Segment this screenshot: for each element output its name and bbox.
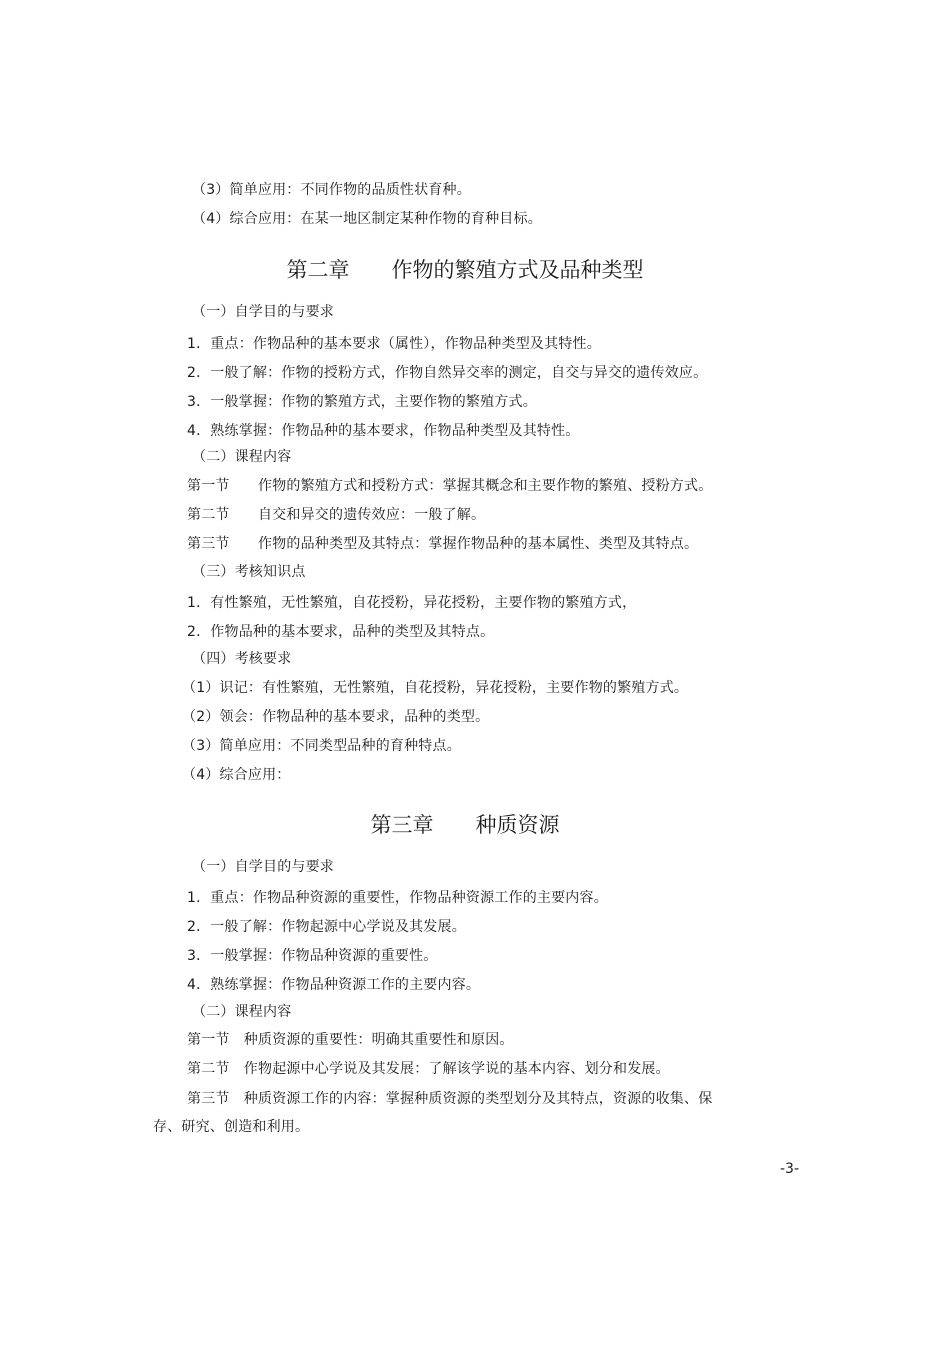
list-item: 第二节 作物起源中心学说及其发展：了解该学说的基本内容、划分和发展。 bbox=[187, 1061, 670, 1077]
section-heading: （一）自学目的与要求 bbox=[192, 859, 334, 875]
list-item: 第二节 自交和异交的遗传效应：一般了解。 bbox=[187, 507, 486, 523]
list-item: 第三节 种质资源工作的内容：掌握种质资源的类型划分及其特点，资源的收集、保 bbox=[187, 1091, 713, 1107]
list-item: 3．一般掌握：作物品种资源的重要性。 bbox=[187, 948, 438, 964]
page-number: -3- bbox=[780, 1161, 800, 1177]
list-item: （4）综合应用： bbox=[182, 767, 291, 783]
list-item: 4．熟练掌握：作物品种资源工作的主要内容。 bbox=[187, 977, 481, 993]
chapter-title: 第二章 作物的繁殖方式及品种类型 bbox=[286, 258, 644, 282]
list-item: 第一节 种质资源的重要性：明确其重要性和原因。 bbox=[187, 1032, 514, 1048]
list-item: 1．重点：作物品种资源的重要性，作物品种资源工作的主要内容。 bbox=[187, 890, 608, 906]
list-item: 第三节 作物的品种类型及其特点：掌握作物品种的基本属性、类型及其特点。 bbox=[187, 536, 699, 552]
list-item: 2．一般了解：作物的授粉方式，作物自然异交率的测定，自交与异交的遗传效应。 bbox=[187, 365, 708, 381]
list-item: （2）领会：作物品种的基本要求，品种的类型。 bbox=[182, 709, 490, 725]
list-item: （3）简单应用：不同作物的品质性状育种。 bbox=[192, 182, 471, 198]
list-item: 1．有性繁殖，无性繁殖，自花授粉，异花授粉，主要作物的繁殖方式， bbox=[187, 595, 637, 611]
section-heading: （二）课程内容 bbox=[192, 1004, 292, 1020]
section-heading: （三）考核知识点 bbox=[192, 564, 306, 580]
list-item: 1．重点：作物品种的基本要求（属性），作物品种类型及其特性。 bbox=[187, 336, 601, 352]
list-item: 2．作物品种的基本要求，品种的类型及其特点。 bbox=[187, 624, 495, 640]
chapter-title: 第三章 种质资源 bbox=[370, 813, 560, 837]
list-item: 存、研究、创造和利用。 bbox=[153, 1119, 310, 1135]
list-item: 第一节 作物的繁殖方式和授粉方式：掌握其概念和主要作物的繁殖、授粉方式。 bbox=[187, 478, 713, 494]
section-heading: （四）考核要求 bbox=[192, 651, 292, 667]
section-heading: （二）课程内容 bbox=[192, 449, 292, 465]
list-item: 3．一般掌握：作物的繁殖方式，主要作物的繁殖方式。 bbox=[187, 394, 537, 410]
list-item: （3）简单应用：不同类型品种的育种特点。 bbox=[182, 738, 461, 754]
list-item: （1）识记：有性繁殖，无性繁殖，自花授粉，异花授粉，主要作物的繁殖方式。 bbox=[182, 680, 689, 696]
list-item: （4）综合应用：在某一地区制定某种作物的育种目标。 bbox=[192, 211, 542, 227]
list-item: 4．熟练掌握：作物品种的基本要求，作物品种类型及其特性。 bbox=[187, 423, 580, 439]
section-heading: （一）自学目的与要求 bbox=[192, 304, 334, 320]
list-item: 2．一般了解：作物起源中心学说及其发展。 bbox=[187, 919, 466, 935]
